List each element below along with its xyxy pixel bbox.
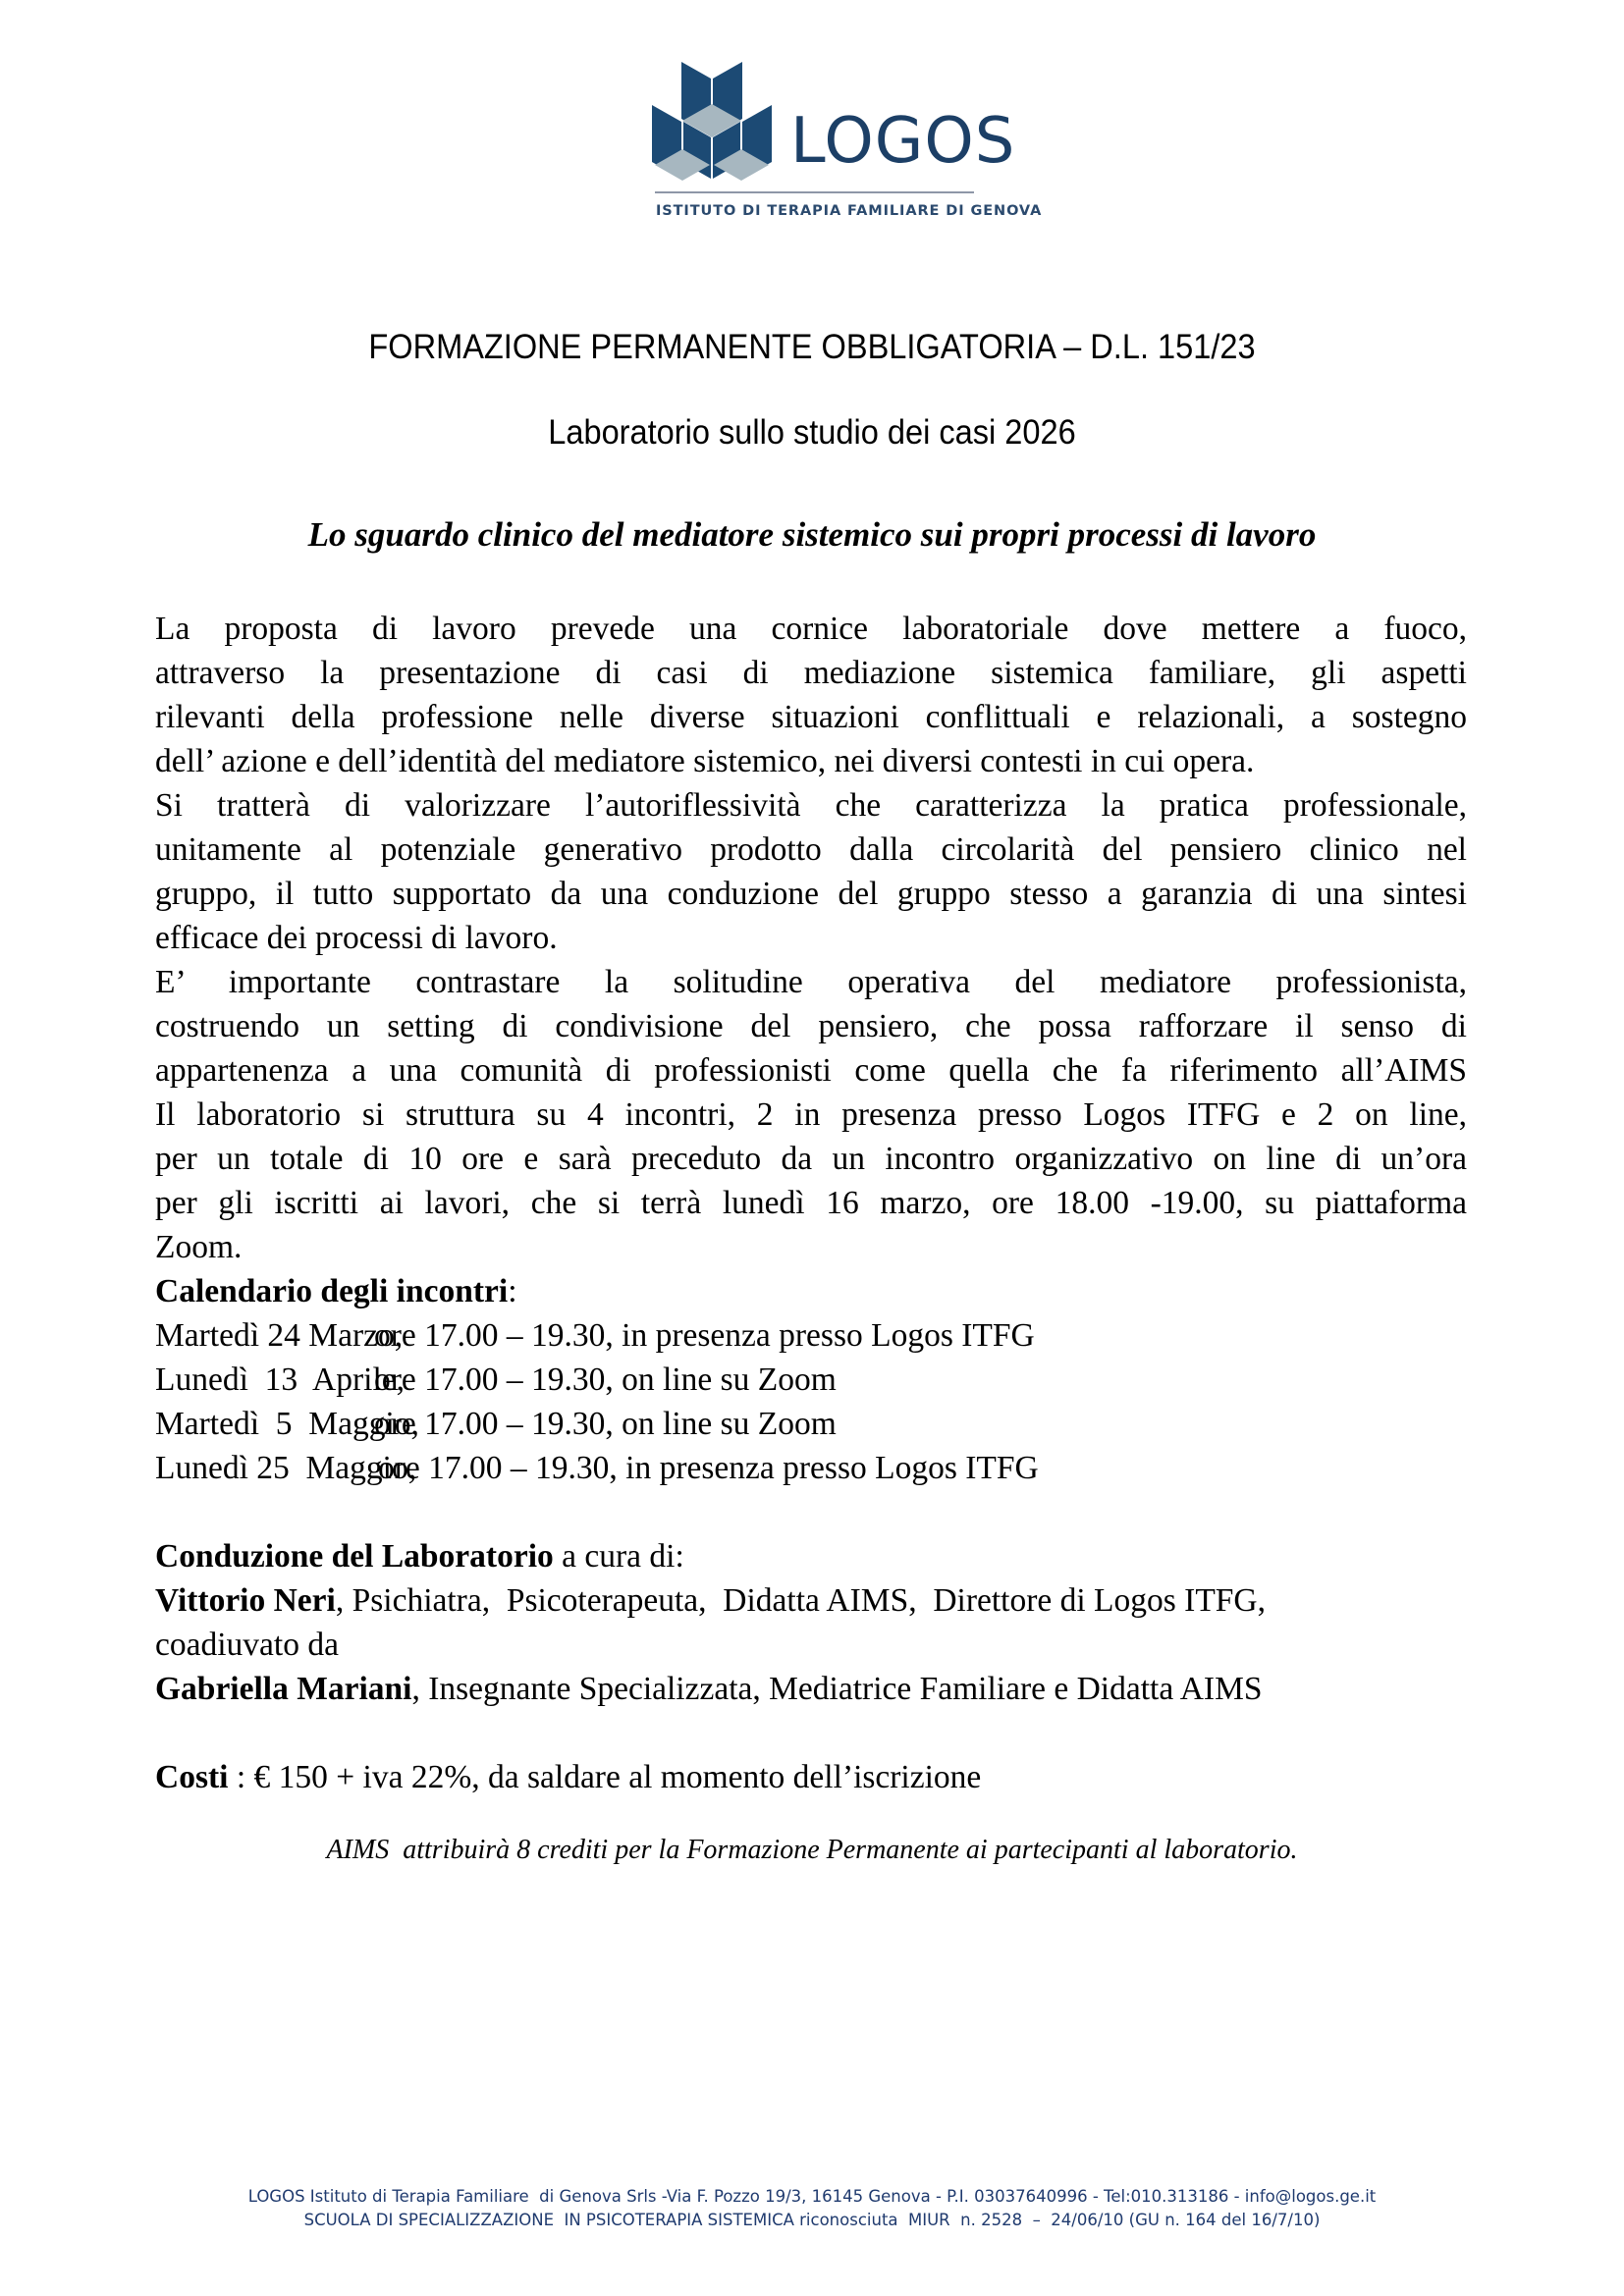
calendar-heading: Calendario degli incontri: bbox=[155, 1273, 517, 1309]
body-line: unitamente al potenziale generativo prodotto dalla circolarità del pensiero clinico nel bbox=[155, 831, 1467, 868]
body-line: Si tratterà di valorizzare l’autoriflessività che caratterizza la pratica professionale, bbox=[155, 787, 1467, 824]
session-time: ore 17.00 – 19.30, bbox=[374, 1406, 614, 1442]
page-title: FORMAZIONE PERMANENTE OBBLIGATORIA – D.L. 151/23 bbox=[368, 328, 1256, 366]
session-date: Lunedì 25 Maggio, bbox=[155, 1450, 417, 1486]
body-line: Il laboratorio si struttura su 4 incontri, 2 in presenza presso Logos ITFG e 2 on line, bbox=[155, 1096, 1467, 1133]
lead-role: , Psichiatra, Psicoterapeuta, Didatta AIMS, Direttore di Logos ITFG, bbox=[335, 1582, 1266, 1619]
session-mode: on line su Zoom bbox=[622, 1362, 837, 1398]
assistant-name: Gabriella Mariani bbox=[155, 1671, 412, 1707]
conductor-lead bbox=[155, 1578, 1467, 1623]
assistant-role: , Insegnante Specializzata, Mediatrice Familiare e Didatta AIMS bbox=[411, 1671, 1263, 1707]
conductor-assistant bbox=[155, 1667, 1467, 1711]
page-tagline: Lo sguardo clinico del mediatore sistemico sui propri processi di lavoro bbox=[307, 515, 1317, 554]
logo-tagline: ISTITUTO DI TERAPIA FAMILIARE DI GENOVA bbox=[656, 203, 1043, 219]
body-line: rilevanti della professione nelle diverse situazioni conflittuali e relazionali, a sostegno bbox=[155, 699, 1467, 735]
costs-text: : € 150 + iva 22%, da saldare al momento dell’iscrizione bbox=[228, 1759, 982, 1795]
body-line: per un totale di 10 ore e sarà preceduto da un incontro organizzativo on line di un’ora bbox=[155, 1141, 1467, 1177]
logo-divider bbox=[655, 191, 974, 193]
body-line: La proposta di lavoro prevede una cornice laboratoriale dove mettere a fuoco, bbox=[155, 611, 1467, 647]
calendar-session bbox=[155, 1402, 1467, 1446]
footer-accreditation: SCUOLA DI SPECIALIZZAZIONE IN PSICOTERAPIA SISTEMICA riconosciuta MIUR n. 2528 – 24/06/10 (GU n. 164 del 16/7/10) bbox=[303, 2211, 1321, 2229]
session-date: Lunedì 13 Aprile, bbox=[155, 1362, 405, 1398]
session-mode: in presenza presso Logos ITFG bbox=[622, 1317, 1035, 1354]
session-time: ore 17.00 – 19.30, bbox=[378, 1450, 618, 1486]
body-line: Zoom. bbox=[155, 1229, 243, 1265]
credits-note: AIMS attribuirà 8 crediti per la Formazione Permanente ai partecipanti al laboratorio. bbox=[326, 1835, 1298, 1865]
costs-label: Costi bbox=[155, 1759, 229, 1795]
lead-name: Vittorio Neri bbox=[155, 1582, 336, 1619]
conduction-heading: Conduzione del Laboratorio a cura di: bbox=[155, 1538, 684, 1575]
body-line: gruppo, il tutto supportato da una conduzione del gruppo stesso a garanzia di una sintesi bbox=[155, 876, 1467, 912]
logo-wordmark: LOGOS bbox=[790, 105, 1016, 178]
session-mode: on line su Zoom bbox=[622, 1406, 837, 1442]
calendar-session bbox=[155, 1358, 1467, 1402]
costs-line bbox=[155, 1755, 1467, 1799]
calendar-session bbox=[155, 1313, 1467, 1358]
footer-address: LOGOS Istituto di Terapia Familiare di Genova Srls -Via F. Pozzo 19/3, 16145 Genova - P.I. 03037640996 - Tel:010.313186 - info@logos.ge.it bbox=[247, 2187, 1377, 2206]
session-mode: in presenza presso Logos ITFG bbox=[625, 1450, 1039, 1486]
body-line: E’ importante contrastare la solitudine operativa del mediatore professionista, bbox=[155, 964, 1467, 1000]
page-subtitle: Laboratorio sullo studio dei casi 2026 bbox=[548, 413, 1076, 452]
body-line: appartenenza a una comunità di professionisti come quella che fa riferimento all’AIMS bbox=[155, 1052, 1467, 1089]
body-line: efficace dei processi di lavoro. bbox=[155, 920, 558, 956]
session-date: Martedì 5 Maggio, bbox=[155, 1406, 419, 1442]
session-date: Martedì 24 Marzo, bbox=[155, 1317, 404, 1354]
session-time: ore 17.00 – 19.30, bbox=[374, 1362, 614, 1398]
calendar-session bbox=[155, 1446, 1467, 1490]
session-time: ore 17.00 – 19.30, bbox=[374, 1317, 614, 1354]
conductor-connector: coadiuvato da bbox=[155, 1627, 339, 1663]
logo-cubes-icon bbox=[648, 61, 785, 184]
body-line: per gli iscritti ai lavori, che si terrà lunedì 16 marzo, ore 18.00 -19.00, su piattaforma bbox=[155, 1185, 1467, 1221]
body-line: attraverso la presentazione di casi di mediazione sistemica familiare, gli aspetti bbox=[155, 655, 1467, 691]
calendar-heading-label: Calendario degli incontri bbox=[155, 1273, 509, 1309]
body-line: dell’ azione e dell’identità del mediatore sistemico, nei diversi contesti in cui opera. bbox=[155, 743, 1255, 779]
body-line: costruendo un setting di condivisione del pensiero, che possa rafforzare il senso di bbox=[155, 1008, 1467, 1044]
